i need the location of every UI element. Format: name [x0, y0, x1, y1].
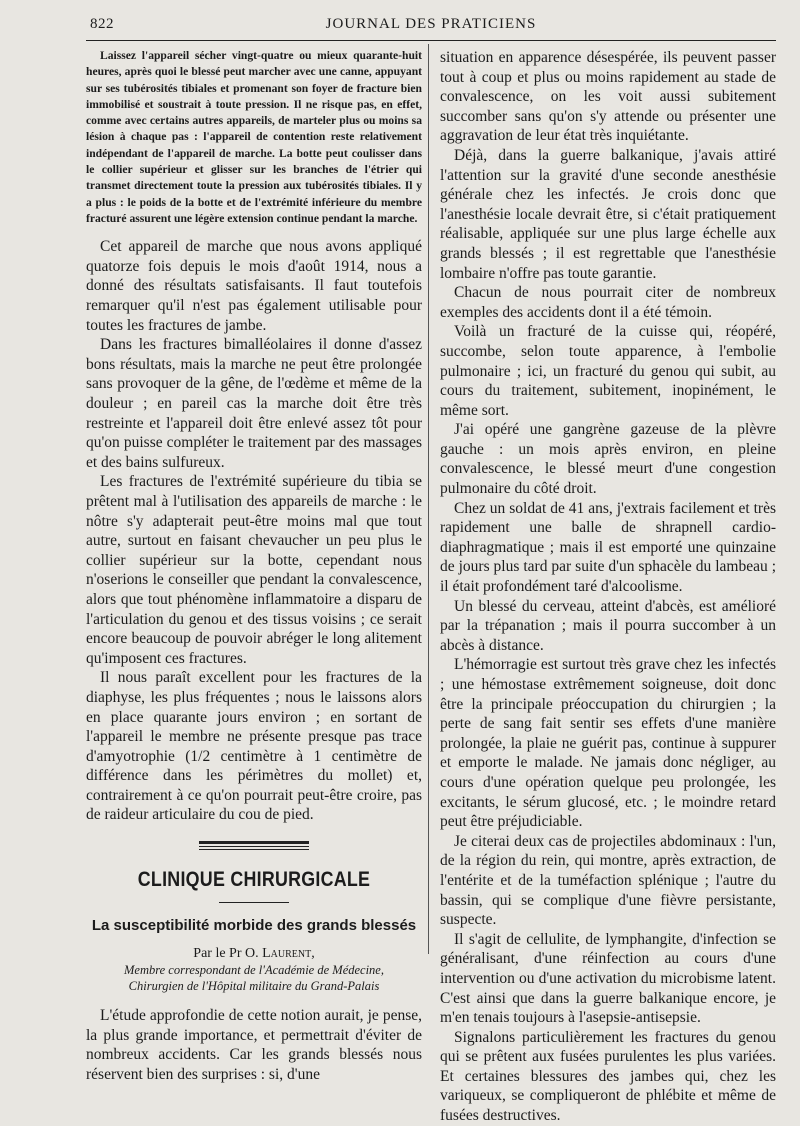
article-paragraph: L'étude approfondie de cette notion aurait, je pense, la plus grande importance, et permettrait d'éviter de nombreux accidents. Car les grands blessés nous réservent bien des surprises : si, d'une	[86, 1007, 422, 1083]
page-header	[86, 14, 776, 40]
paragraph: Les fractures de l'extrémité supérieure du tibia se prêtent mal à l'utilisation des appareils de marche : le nôtre s'y adapterait peut-être moins mal que tout autre, surtout en faisant chevaucher un peu plus le collier supérieur sur la botte, cependant nous n'oserions le conseiller que pendant la convalescence, alors que tout phénomène inflammatoire a disparu de l'articulation du genou et des tissus voisins ; ce serait encore beaucoup de pouvoir abréger le long alitement qu'imposent ces fractures.	[86, 473, 422, 667]
section-rule	[219, 902, 289, 903]
section-ornament	[199, 841, 309, 850]
author-prefix: Par le Pr O.	[193, 946, 263, 962]
journal-title: JOURNAL DES PRATICIENS	[325, 16, 537, 32]
paragraph: Chez un soldat de 41 ans, j'extrais facilement et très rapidement une balle de shrapnell cardio-diaphragmatique ; mais il est emporté une quinzaine de jours plus tard par suite d'un sphacèle du lambeau ; il était profondément taré d'alcoolisme.	[440, 499, 776, 596]
author-affiliation: Membre correspondant de l'Académie de Médecine,	[124, 963, 384, 978]
article-title: La susceptibilité morbide des grands blessés	[91, 917, 417, 935]
paragraph: Il nous paraît excellent pour les fractures de la diaphyse, les plus fréquentes ; nous le laissons alors en place quarante jours environ ; en sortant de l'appareil le membre ne présente presque pas trace d'amyotrophie (1/2 centimètre à 1 centimètre de différence dans les périmètres du mollet) et, contrairement à ce qu'on pourrait peut-être croire, pas de raideur articulaire du cou de pied.	[86, 669, 422, 824]
paragraph: Voilà un fracturé de la cuisse qui, réopéré, succombe, selon toute apparence, à l'embolie pulmonaire ; ici, un fracturé du genou qui subit, au cours du traitement, subitement, inopinément, le même sort.	[440, 323, 776, 419]
header-rule	[86, 40, 776, 41]
author-line	[86, 946, 422, 962]
author-affiliation: Chirurgien de l'Hôpital militaire du Grand-Palais	[128, 979, 380, 994]
column-divider	[428, 44, 429, 954]
small-print-note: Laissez l'appareil sécher vingt-quatre ou mieux quarante-huit heures, après quoi le blessé peut marcher avec une canne, appuyant sur ses tubérosités tibiales et promenant son foyer de fracture bien immobilisé et soustrait à toute pression. Il ne risque pas, en effet, comme avec certains autres appareils, de marteler plus ou moins sa lésion à chaque pas : l'appareil de contention reste relativement indépendant de l'appareil de marche. La botte peut coulisser dans le collier supérieur et glisser sur les branches de l'étrier qui transmet directement toute la pression aux tubérosités tibiales. Il y a plus : le poids de la botte et de l'extrémité inférieure du membre fracturé assurent une légère extension continue pendant la marche.	[86, 49, 422, 225]
paragraph: Signalons particulièrement les fractures du genou qui se prêtent aux fusées purulentes les plus variées. Et certaines blessures des jambes qui, chez les variqueux, se compliqueront de phlébite et même de fusées destructives.	[440, 1028, 776, 1125]
left-column	[86, 48, 422, 1084]
paragraph: J'ai opéré une gangrène gazeuse de la plèvre gauche : un mois après environ, en pleine convalescence, le blessé meurt d'une congestion pulmonaire du côté droit.	[440, 421, 776, 498]
page-number: 822	[90, 16, 114, 32]
paragraph: Cet appareil de marche que nous avons appliqué quatorze fois depuis le mois d'août 1914, nous a donné des résultats satisfaisants. Il faut toutefois remarquer qu'il n'est pas également utilisable pour toutes les fractures de jambe.	[86, 238, 422, 334]
paragraph: Je citerai deux cas de projectiles abdominaux : l'un, de la région du rein, qui montre, après extraction, de l'entérite et de la tuméfaction splénique ; l'autre du bassin, qui se complique d'une fièvre persistante, suspecte.	[440, 832, 776, 929]
right-column	[440, 48, 776, 1126]
paragraph: Un blessé du cerveau, atteint d'abcès, est amélioré par la trépanation ; mais il pourra succomber à un abcès à distance.	[440, 597, 776, 654]
paragraph: Il s'agit de cellulite, de lymphangite, d'infection se généralisant, d'une réinfection au cours d'une intervention ou d'une activation du microbisme latent. C'est ainsi que dans la guerre balkanique encore, je m'en tenais toujours à l'asepsie-antisepsie.	[440, 930, 776, 1027]
section-title: CLINIQUE CHIRURGICALE	[137, 868, 371, 892]
paragraph: Chacun de nous pourrait citer de nombreux exemples des accidents dont il a été témoin.	[440, 284, 776, 321]
paragraph: L'hémorragie est surtout très grave chez les infectés ; une hémostase extrêmement soigneuse, doit donc être la principale préoccupation du chirurgien ; la perte de sang fait sentir ses effets d'une manière prolongée, la plaie ne guérit pas, continue à suppurer et emporte le malade. Ne jamais donc négliger, au cours d'une opération quelque peu prolongée, les excitants, le sérum glucosé, etc. ; le moindre retard peut être préjudiciable.	[440, 656, 776, 831]
paragraph: Dans les fractures bimalléolaires il donne d'assez bons résultats, mais la marche ne peut être prolongée sans provoquer de la gêne, de l'œdème et même de la douleur ; en pareil cas la marche doit être très restreinte et l'appareil doit être enlevé assez tôt pour qu'on puisse compléter le traitement par des massages et des bains sulfureux.	[86, 336, 422, 471]
paragraph: situation en apparence désespérée, ils peuvent passer tout à coup et plus ou moins rapidement au stade de convalescence, on les voit aussi subitement succomber sans qu'on s'y attende ou présenter une aggravation de leur état très inquiétante.	[440, 49, 776, 145]
author-name: Laurent,	[262, 946, 315, 962]
paragraph: Déjà, dans la guerre balkanique, j'avais attiré l'attention sur la gravité d'une seconde anesthésie générale chez les infectés. Je crois donc que l'anesthésie locale devrait être, si c'était pratiquement réalisable, appliquée sur une plus large échelle aux grands blessés ; il est regrettable que l'anesthésie lombaire n'offre pas toute garantie.	[440, 146, 776, 282]
